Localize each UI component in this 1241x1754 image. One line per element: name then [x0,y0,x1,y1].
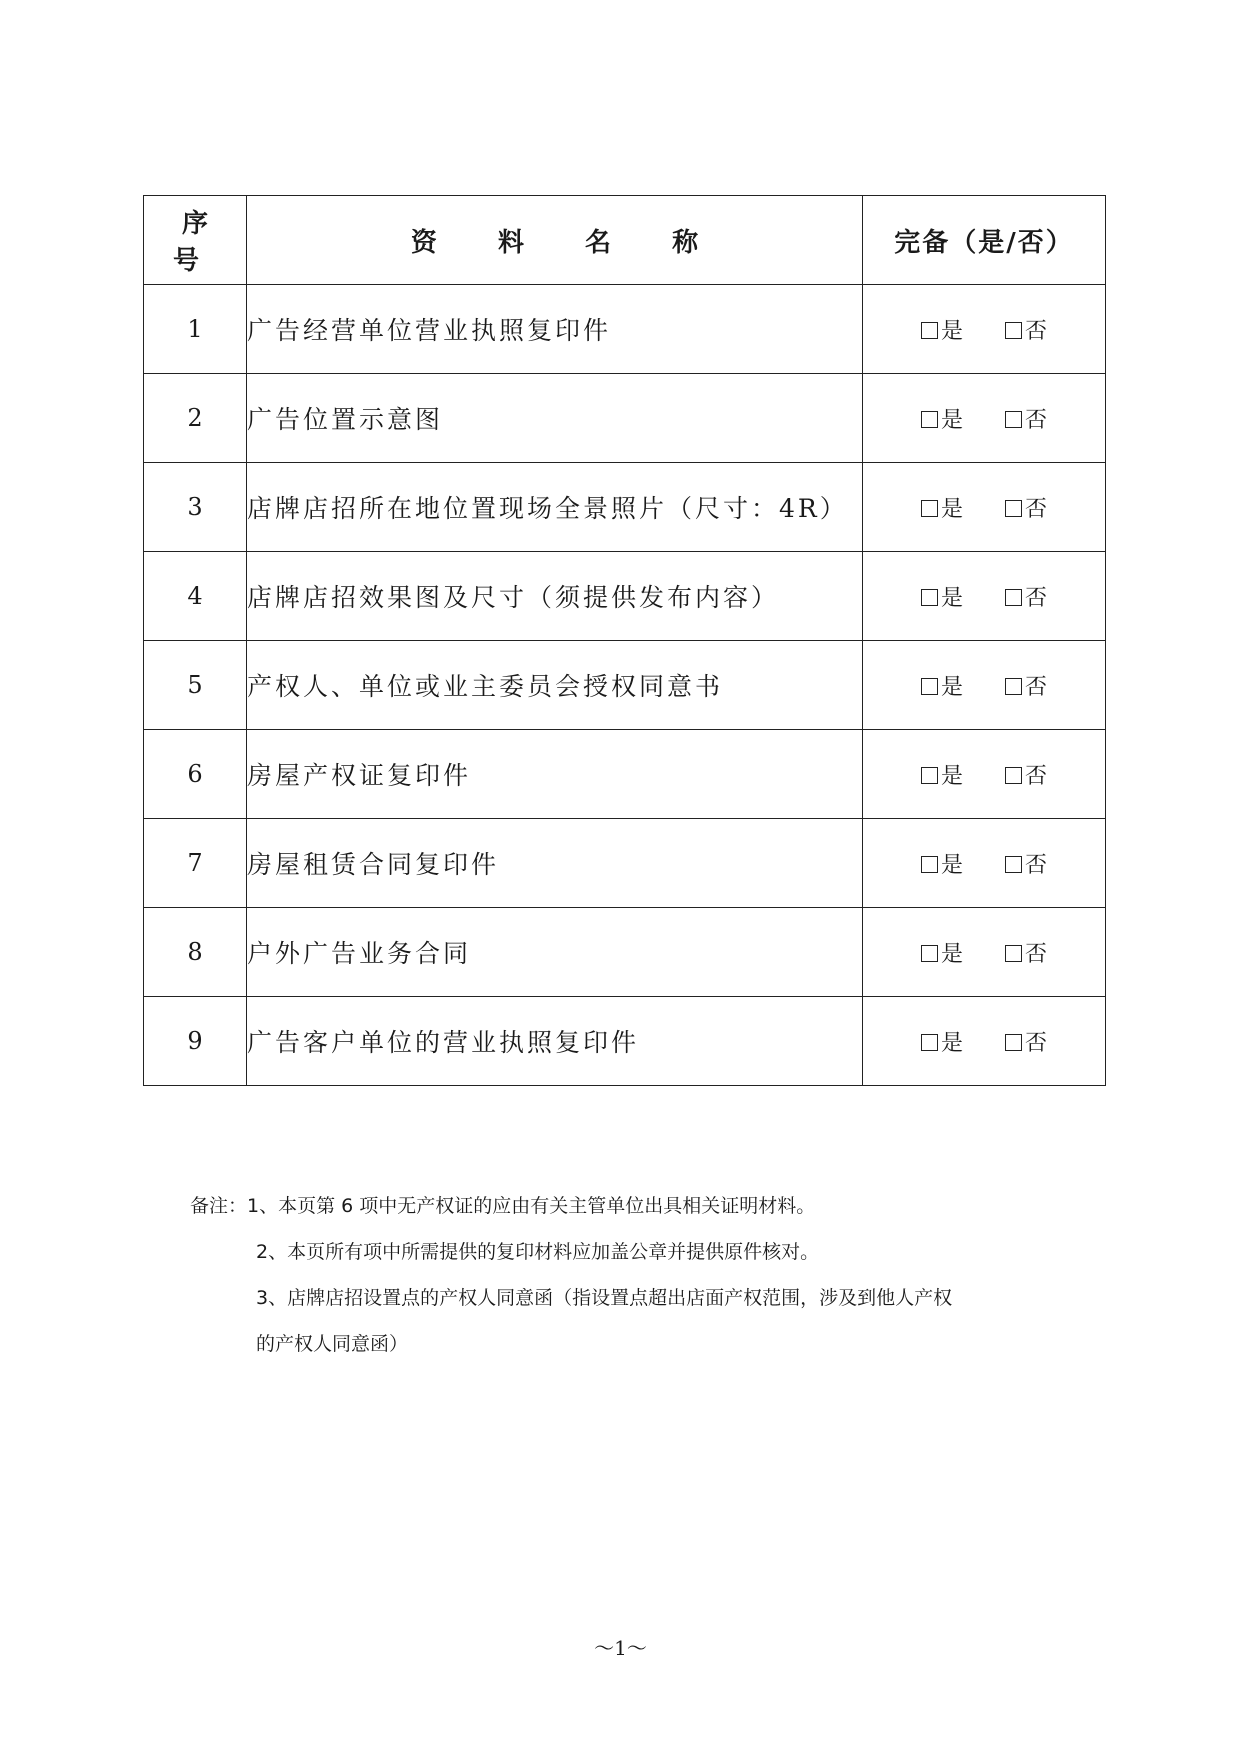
yes-option[interactable] [921,581,963,612]
row-material-name: 户外广告业务合同 [247,908,863,997]
no-checkbox[interactable] [1005,945,1022,962]
yes-label: 是 [940,763,963,789]
row-material-name: 广告经营单位营业执照复印件 [247,285,863,374]
page-number: ～1～ [594,1636,647,1660]
row-serial-number: 4 [144,552,247,641]
table-body [144,285,1106,1086]
yes-label: 是 [940,941,963,967]
yes-checkbox[interactable] [921,678,938,695]
yes-label: 是 [940,674,963,700]
yes-option[interactable] [921,937,963,968]
notes-section [190,1193,1070,1377]
no-option[interactable] [1005,403,1047,434]
row-material-name: 店牌店招所在地位置现场全景照片（尺寸：4R） [247,463,863,552]
yes-option[interactable] [921,759,963,790]
no-checkbox[interactable] [1005,767,1022,784]
table-row [144,374,1106,463]
header-material-name: 资 料 名 称 [247,196,863,285]
table-row [144,641,1106,730]
row-material-name: 店牌店招效果图及尺寸（须提供发布内容） [247,552,863,641]
no-checkbox[interactable] [1005,1034,1022,1051]
yes-checkbox[interactable] [921,856,938,873]
no-checkbox[interactable] [1005,589,1022,606]
row-material-name: 产权人、单位或业主委员会授权同意书 [247,641,863,730]
no-checkbox[interactable] [1005,411,1022,428]
row-serial-number: 6 [144,730,247,819]
table-header-row [144,196,1106,285]
row-completeness-options [863,552,1106,641]
no-option[interactable] [1005,848,1047,879]
table-row [144,552,1106,641]
note-item-3-continued: 的产权人同意函） [256,1333,409,1355]
yes-checkbox[interactable] [921,589,938,606]
yes-checkbox[interactable] [921,767,938,784]
note-line-1 [190,1193,1070,1219]
no-checkbox[interactable] [1005,322,1022,339]
yes-label: 是 [940,318,963,344]
yes-option[interactable] [921,492,963,523]
no-option[interactable] [1005,492,1047,523]
no-label: 否 [1025,496,1048,522]
note-item-2: 2、本页所有项中所需提供的复印材料应加盖公章并提供原件核对。 [256,1241,820,1263]
row-completeness-options [863,285,1106,374]
row-serial-number: 8 [144,908,247,997]
table-row [144,908,1106,997]
yes-option[interactable] [921,403,963,434]
yes-checkbox[interactable] [921,1034,938,1051]
no-option[interactable] [1005,581,1047,612]
note-item-1: 1、本页第 6 项中无产权证的应由有关主管单位出具相关证明材料。 [247,1195,816,1217]
header-completeness: 完备（是/否） [863,196,1106,285]
row-serial-number: 2 [144,374,247,463]
row-material-name: 房屋租赁合同复印件 [247,819,863,908]
row-serial-number: 3 [144,463,247,552]
yes-checkbox[interactable] [921,322,938,339]
no-option[interactable] [1005,314,1047,345]
yes-label: 是 [940,852,963,878]
yes-option[interactable] [921,670,963,701]
row-serial-number: 7 [144,819,247,908]
no-label: 否 [1025,674,1048,700]
yes-option[interactable] [921,848,963,879]
table-row [144,285,1106,374]
yes-checkbox[interactable] [921,945,938,962]
row-completeness-options [863,374,1106,463]
no-label: 否 [1025,318,1048,344]
no-option[interactable] [1005,670,1047,701]
row-material-name: 广告位置示意图 [247,374,863,463]
row-completeness-options [863,641,1106,730]
row-completeness-options [863,463,1106,552]
table-row [144,730,1106,819]
row-completeness-options [863,997,1106,1086]
no-label: 否 [1025,852,1048,878]
no-checkbox[interactable] [1005,678,1022,695]
row-serial-number: 1 [144,285,247,374]
no-label: 否 [1025,585,1048,611]
no-label: 否 [1025,941,1048,967]
yes-option[interactable] [921,1026,963,1057]
row-material-name: 广告客户单位的营业执照复印件 [247,997,863,1086]
materials-checklist-table [143,195,1106,1086]
yes-label: 是 [940,1030,963,1056]
no-label: 否 [1025,407,1048,433]
yes-label: 是 [940,496,963,522]
yes-checkbox[interactable] [921,500,938,517]
no-option[interactable] [1005,759,1047,790]
row-completeness-options [863,819,1106,908]
yes-label: 是 [940,407,963,433]
yes-option[interactable] [921,314,963,345]
header-serial-number: 序 号 [144,196,247,285]
no-option[interactable] [1005,937,1047,968]
table-row [144,463,1106,552]
yes-checkbox[interactable] [921,411,938,428]
notes-label: 备注： [190,1195,248,1217]
row-completeness-options [863,730,1106,819]
row-serial-number: 5 [144,641,247,730]
note-item-3: 3、店牌店招设置点的产权人同意函（指设置点超出店面产权范围，涉及到他人产权 [256,1287,953,1309]
no-checkbox[interactable] [1005,500,1022,517]
table-row [144,819,1106,908]
table-row [144,997,1106,1086]
row-material-name: 房屋产权证复印件 [247,730,863,819]
no-option[interactable] [1005,1026,1047,1057]
row-completeness-options [863,908,1106,997]
yes-label: 是 [940,585,963,611]
row-serial-number: 9 [144,997,247,1086]
no-label: 否 [1025,763,1048,789]
no-label: 否 [1025,1030,1048,1056]
no-checkbox[interactable] [1005,856,1022,873]
